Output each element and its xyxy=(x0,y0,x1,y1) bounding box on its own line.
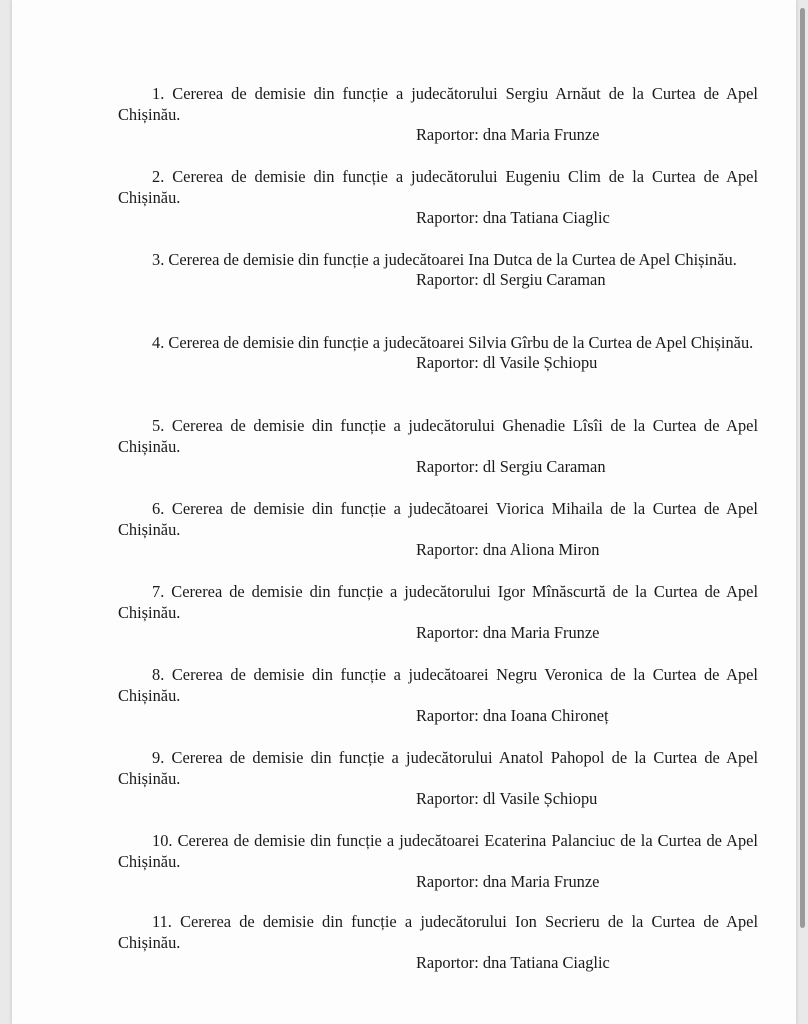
agenda-item-3 xyxy=(118,249,758,332)
agenda-item-7 xyxy=(118,581,758,664)
item-text: 1. Cererea de demisie din funcție a judecătorului Sergiu Arnăut de la Curtea de Apel Chișinău. xyxy=(118,84,758,124)
item-raportor: Raportor: dna Tatiana Ciaglic xyxy=(416,208,610,227)
item-text: 4. Cererea de demisie din funcție a judecătoarei Silvia Gîrbu de la Curtea de Apel Chișinău. xyxy=(152,333,754,352)
item-text: 8. Cererea de demisie din funcție a judecătoarei Negru Veronica de la Curtea de Apel Chișinău. xyxy=(118,665,758,705)
item-text: 7. Cererea de demisie din funcție a judecătorului Igor Mînăscurtă de la Curtea de Apel Chișinău. xyxy=(118,582,758,622)
agenda-item-10 xyxy=(118,830,758,911)
item-raportor: Raportor: dl Vasile Șchiopu xyxy=(416,789,598,808)
item-raportor: Raportor: dna Tatiana Ciaglic xyxy=(416,953,610,972)
item-raportor: Raportor: dna Ioana Chironeț xyxy=(416,706,609,725)
item-text: 2. Cererea de demisie din funcție a judecătorului Eugeniu Clim de la Curtea de Apel Chișinău. xyxy=(118,167,758,207)
item-raportor: Raportor: dna Maria Frunze xyxy=(416,623,600,642)
item-text: 11. Cererea de demisie din funcție a judecătorului Ion Secrieru de la Curtea de Apel Chișinău. xyxy=(118,912,758,952)
vertical-scrollbar[interactable] xyxy=(800,8,805,928)
agenda-item-5 xyxy=(118,415,758,498)
item-raportor: Raportor: dl Vasile Șchiopu xyxy=(416,353,598,372)
item-raportor: Raportor: dna Maria Frunze xyxy=(416,125,600,144)
agenda-item-6 xyxy=(118,498,758,581)
item-raportor: Raportor: dna Maria Frunze xyxy=(416,872,600,891)
item-text: 10. Cererea de demisie din funcție a judecătoarei Ecaterina Palanciuc de la Curtea de Apel Chișinău. xyxy=(118,831,758,871)
agenda-list xyxy=(118,83,758,994)
agenda-item-11 xyxy=(118,911,758,994)
agenda-item-8 xyxy=(118,664,758,747)
document-page xyxy=(12,0,796,1024)
item-raportor: Raportor: dl Sergiu Caraman xyxy=(416,270,606,289)
item-text: 9. Cererea de demisie din funcție a judecătorului Anatol Pahopol de la Curtea de Apel Chișinău. xyxy=(118,748,758,788)
item-text: 6. Cererea de demisie din funcție a judecătoarei Viorica Mihaila de la Curtea de Apel Chișinău. xyxy=(118,499,758,539)
item-raportor: Raportor: dl Sergiu Caraman xyxy=(416,457,606,476)
agenda-item-9 xyxy=(118,747,758,830)
item-text: 3. Cererea de demisie din funcție a judecătoarei Ina Dutca de la Curtea de Apel Chișinău. xyxy=(152,250,737,269)
item-raportor: Raportor: dna Aliona Miron xyxy=(416,540,600,559)
agenda-item-2 xyxy=(118,166,758,249)
agenda-item-4 xyxy=(118,332,758,415)
item-text: 5. Cererea de demisie din funcție a judecătorului Ghenadie Lîsîi de la Curtea de Apel Chișinău. xyxy=(118,416,758,456)
agenda-item-1 xyxy=(118,83,758,166)
